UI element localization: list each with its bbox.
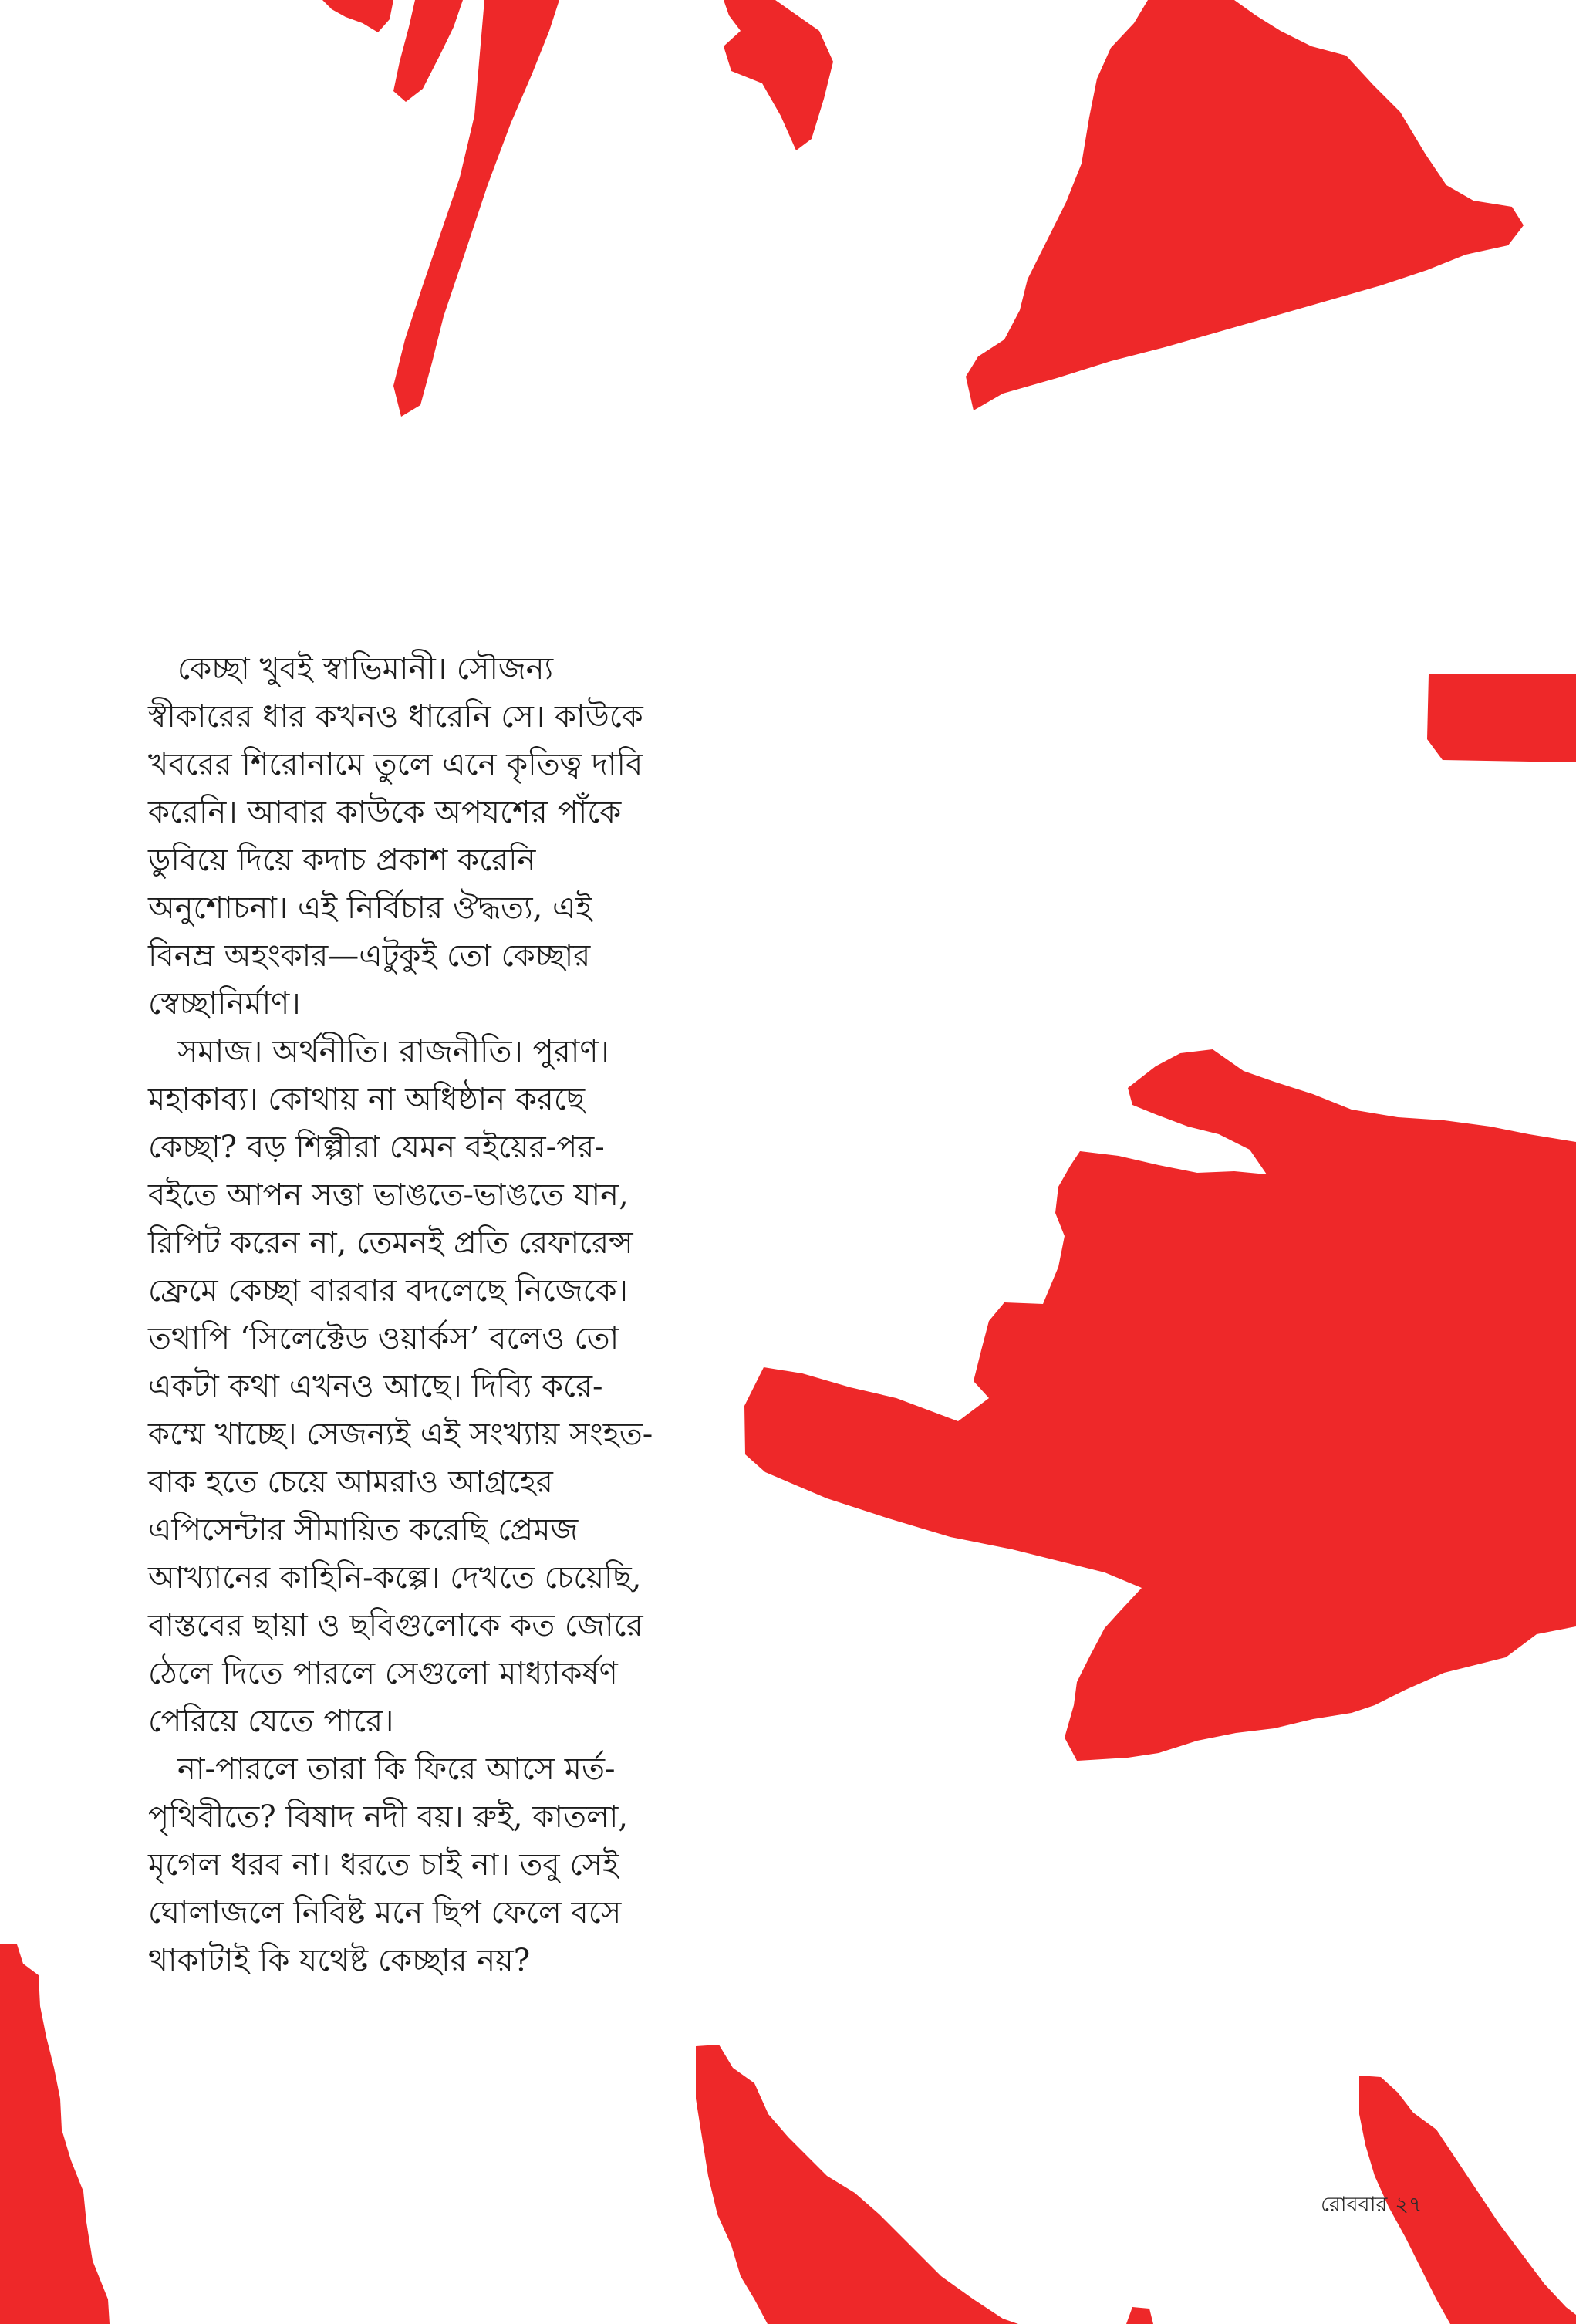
magazine-name: রোববার xyxy=(1321,2193,1388,2217)
article-paragraph-3: না-পারলে তারা কি ফিরে আসে মর্ত-পৃথিবীতে? বিষাদ নদী বয়। রুই, কাতলা, মৃগেল ধরব না। ধরতে চাই না। তবু সেই ঘোলাজলে নিবিষ্ট মনে ছিপ ফেলে বসে থাকাটাই কি যথেষ্ট কেচ্ছার নয়? xyxy=(148,1751,629,1978)
bottom-small-bit xyxy=(1126,2307,1153,2324)
top-center-fragment xyxy=(724,0,833,150)
page-footer xyxy=(1321,2193,1422,2218)
hand-shape xyxy=(744,1049,1576,1761)
top-right-triangle xyxy=(966,0,1524,410)
article-paragraph-1: কেচ্ছা খুবই স্বাভিমানী। সৌজন্য স্বীকারের ধার কখনও ধারেনি সে। কাউকে খবরের শিরোনামে তুলে এনে কৃতিত্ব দাবি করেনি। আবার কাউকে অপযশের পাঁকে ডুবিয়ে দিয়ে কদাচ প্রকাশ করেনি অনুশোচনা। এই নির্বিচার ঔদ্ধত্য, এই বিনম্র অহংকার—এটুকুই তো কেচ্ছার স্বেচ্ছানির্মাণ। xyxy=(148,651,643,1022)
page-number: ২৭ xyxy=(1395,2193,1422,2217)
bottom-left-shape xyxy=(0,1944,110,2324)
top-left-fragment xyxy=(322,0,393,32)
short-stroke xyxy=(393,0,463,102)
article-text xyxy=(148,645,657,1985)
right-edge-block xyxy=(1427,674,1576,762)
bottom-center-shape xyxy=(696,2045,1018,2324)
article-paragraph-2: সমাজ। অর্থনীতি। রাজনীতি। পুরাণ। মহাকাব্য। কোথায় না অধিষ্ঠান করছে কেচ্ছা? বড় শিল্পীরা যেমন বইয়ের-পর-বইতে আপন সত্তা ভাঙতে-ভাঙতে যান, রিপিট করেন না, তেমনই প্রতি রেফারেন্স ফ্রেমে কেচ্ছা বারবার বদলেছে নিজেকে। তথাপি ‘সিলেক্টেড ওয়ার্কস’ বলেও তো একটা কথা এখনও আছে। দিব্যি করে-কম্মে খাচ্ছে। সেজন্যই এই সংখ্যায় সংহত-বাক হতে চেয়ে আমরাও আগ্রহের এপিসেন্টার সীমায়িত করেছি প্রেমজ আখ্যানের কাহিনি-কল্পে। দেখতে চেয়েছি, বাস্তবের ছায়া ও ছবিগুলোকে কত জোরে ঠেলে দিতে পারলে সেগুলো মাধ্যাকর্ষণ পেরিয়ে যেতে পারে। xyxy=(148,1034,653,1739)
